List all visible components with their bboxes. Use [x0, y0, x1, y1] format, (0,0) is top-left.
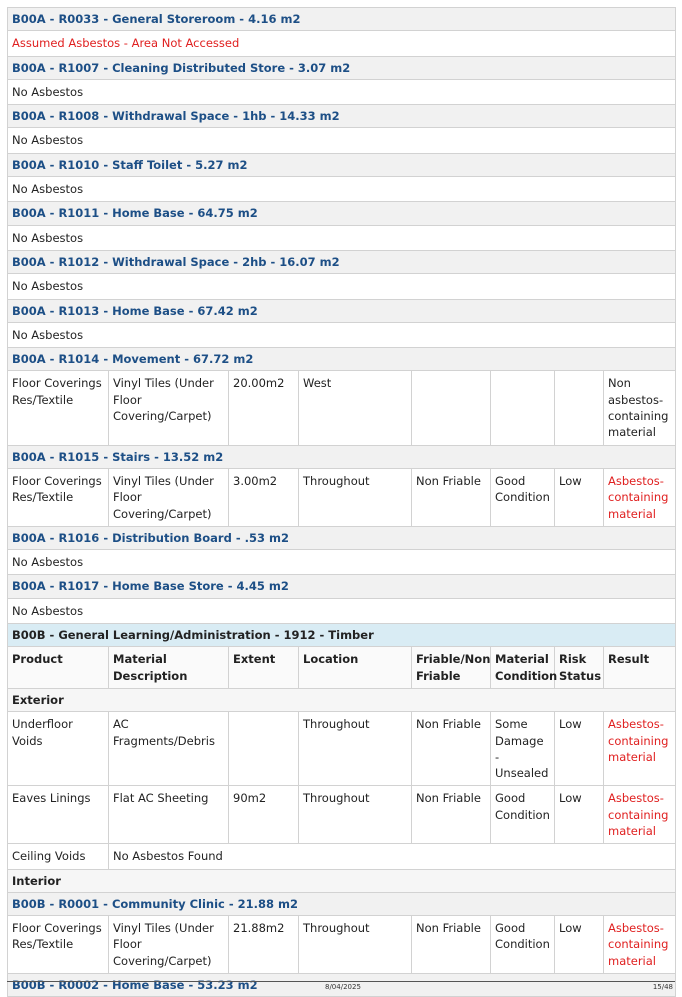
material-cell: No Asbestos Found	[109, 844, 676, 869]
no-asbestos-found-row	[8, 844, 676, 869]
room-heading: B00A - R0033 - General Storeroom - 4.16 m2	[8, 8, 676, 31]
material-cell: Vinyl Tiles (Under Floor Covering/Carpet)	[109, 916, 229, 974]
room-heading-row	[8, 348, 676, 371]
room-status-row	[8, 322, 676, 347]
room-heading: B00A - R1013 - Home Base - 67.42 m2	[8, 299, 676, 322]
section-heading: Exterior	[8, 688, 676, 711]
room-heading: B00A - R1016 - Distribution Board - .53 m2	[8, 526, 676, 549]
room-heading: B00A - R1008 - Withdrawal Space - 1hb - 14.33 m2	[8, 105, 676, 128]
column-header-location: Location	[299, 647, 412, 689]
room-status: No Asbestos	[8, 598, 676, 623]
table-row	[8, 916, 676, 974]
room-status-row	[8, 31, 676, 56]
column-header-product: Product	[8, 647, 109, 689]
room-heading: B00A - R1015 - Stairs - 13.52 m2	[8, 445, 676, 468]
friable-cell: Non Friable	[412, 916, 491, 974]
extent-cell	[229, 712, 299, 786]
location-cell: Throughout	[299, 786, 412, 844]
room-status: No Asbestos	[8, 79, 676, 104]
room-heading-row	[8, 8, 676, 31]
material-cell: Vinyl Tiles (Under Floor Covering/Carpet)	[109, 468, 229, 526]
product-cell: Floor Coverings Res/Textile	[8, 916, 109, 974]
room-status-row	[8, 274, 676, 299]
column-header-material: Material Description	[109, 647, 229, 689]
friable-cell: Non Friable	[412, 712, 491, 786]
extent-cell: 3.00m2	[229, 468, 299, 526]
location-cell: West	[299, 371, 412, 445]
room-heading-row	[8, 153, 676, 176]
location-cell: Throughout	[299, 916, 412, 974]
friable-cell: Non Friable	[412, 468, 491, 526]
condition-cell: Good Condition	[491, 786, 555, 844]
room-heading: B00B - R0001 - Community Clinic - 21.88 m2	[8, 892, 676, 915]
room-heading-row	[8, 105, 676, 128]
room-heading: B00A - R1012 - Withdrawal Space - 2hb - 16.07 m2	[8, 250, 676, 273]
result-cell: Asbestos-containing material	[604, 786, 676, 844]
extent-cell: 90m2	[229, 786, 299, 844]
room-heading-row	[8, 526, 676, 549]
column-header-row	[8, 647, 676, 689]
product-cell: Ceiling Voids	[8, 844, 109, 869]
room-status: No Asbestos	[8, 128, 676, 153]
result-cell: Asbestos-containing material	[604, 916, 676, 974]
table-row	[8, 371, 676, 445]
material-cell: Flat AC Sheeting	[109, 786, 229, 844]
extent-cell: 20.00m2	[229, 371, 299, 445]
table-row	[8, 786, 676, 844]
section-heading-row	[8, 688, 676, 711]
room-heading: B00A - R1007 - Cleaning Distributed Store - 3.07 m2	[8, 56, 676, 79]
risk-cell	[555, 371, 604, 445]
friable-cell	[412, 371, 491, 445]
room-status-row	[8, 550, 676, 575]
section-heading-row	[8, 869, 676, 892]
room-heading-row	[8, 892, 676, 915]
asbestos-register-table	[7, 7, 676, 997]
risk-cell: Low	[555, 468, 604, 526]
condition-cell	[491, 371, 555, 445]
product-cell: Eaves Linings	[8, 786, 109, 844]
room-heading: B00A - R1017 - Home Base Store - 4.45 m2	[8, 575, 676, 598]
condition-cell: Some Damage - Unsealed	[491, 712, 555, 786]
section-heading: Interior	[8, 869, 676, 892]
room-heading: B00A - R1010 - Staff Toilet - 5.27 m2	[8, 153, 676, 176]
room-heading-row	[8, 250, 676, 273]
room-status: No Asbestos	[8, 322, 676, 347]
risk-cell: Low	[555, 712, 604, 786]
footer-date: 8/04/2025	[325, 983, 361, 991]
table-row	[8, 712, 676, 786]
result-cell: Non asbestos-containing material	[604, 371, 676, 445]
building-heading: B00B - General Learning/Administration - 1912 - Timber	[8, 624, 676, 647]
friable-cell: Non Friable	[412, 786, 491, 844]
room-status-row	[8, 177, 676, 202]
location-cell: Throughout	[299, 468, 412, 526]
room-heading-row	[8, 202, 676, 225]
room-heading-row	[8, 299, 676, 322]
room-heading-row	[8, 56, 676, 79]
result-cell: Asbestos-containing material	[604, 712, 676, 786]
room-status: No Asbestos	[8, 274, 676, 299]
table-row	[8, 468, 676, 526]
column-header-result: Result	[604, 647, 676, 689]
asbestos-register-report	[7, 7, 675, 997]
product-cell: Floor Coverings Res/Textile	[8, 468, 109, 526]
column-header-extent: Extent	[229, 647, 299, 689]
room-status-row	[8, 598, 676, 623]
material-cell: Vinyl Tiles (Under Floor Covering/Carpet)	[109, 371, 229, 445]
condition-cell: Good Condition	[491, 468, 555, 526]
room-heading-row	[8, 445, 676, 468]
room-status-row	[8, 79, 676, 104]
room-status-row	[8, 128, 676, 153]
product-cell: Underfloor Voids	[8, 712, 109, 786]
room-heading: B00B - R0002 - Home Base - 53.23 m2	[8, 974, 676, 997]
material-cell: AC Fragments/Debris	[109, 712, 229, 786]
room-status: Assumed Asbestos - Area Not Accessed	[8, 31, 676, 56]
risk-cell: Low	[555, 786, 604, 844]
column-header-condition: Material Condition	[491, 647, 555, 689]
room-heading: B00A - R1014 - Movement - 67.72 m2	[8, 348, 676, 371]
room-heading: B00A - R1011 - Home Base - 64.75 m2	[8, 202, 676, 225]
condition-cell: Good Condition	[491, 916, 555, 974]
room-status: No Asbestos	[8, 177, 676, 202]
room-status: No Asbestos	[8, 550, 676, 575]
extent-cell: 21.88m2	[229, 916, 299, 974]
column-header-friable: Friable/Non Friable	[412, 647, 491, 689]
room-status-row	[8, 225, 676, 250]
column-header-risk: Risk Status	[555, 647, 604, 689]
product-cell: Floor Coverings Res/Textile	[8, 371, 109, 445]
risk-cell: Low	[555, 916, 604, 974]
building-heading-row	[8, 624, 676, 647]
footer-page-number: 15/48	[652, 983, 673, 991]
room-heading-row	[8, 575, 676, 598]
location-cell: Throughout	[299, 712, 412, 786]
room-status: No Asbestos	[8, 225, 676, 250]
result-cell: Asbestos-containing material	[604, 468, 676, 526]
